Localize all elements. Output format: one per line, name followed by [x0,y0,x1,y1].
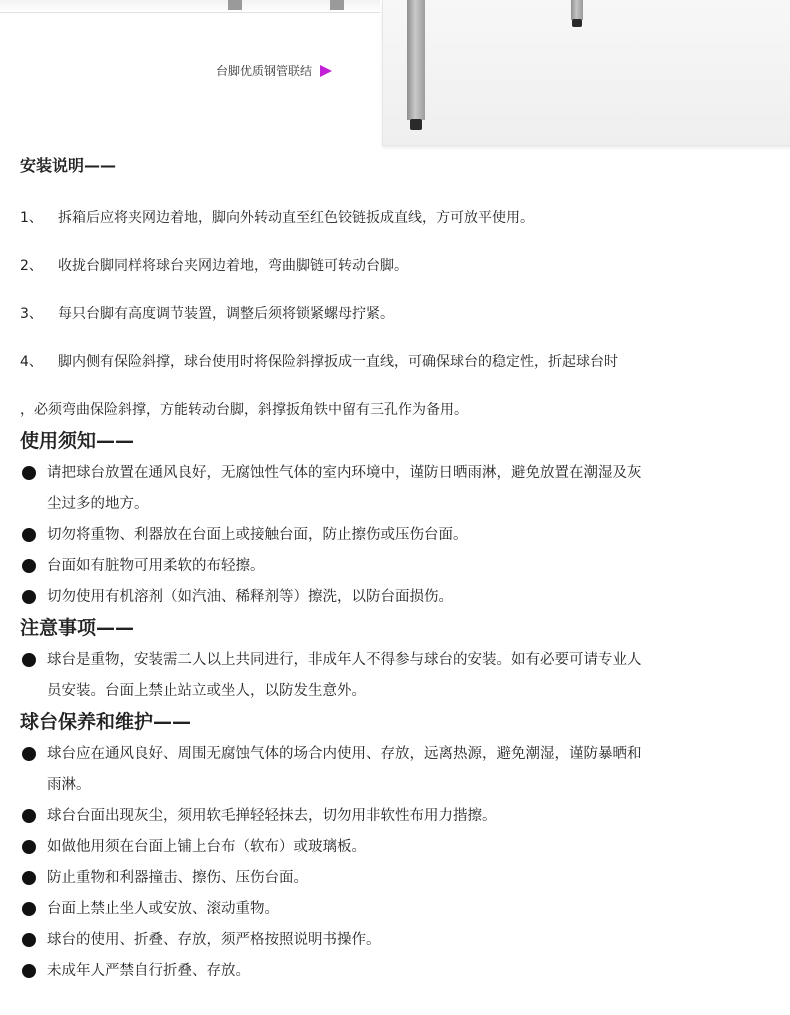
item-text: 如做他用须在台面上铺上台布（软布）或玻璃板。 [47,839,366,855]
list-item [20,520,786,551]
install-heading: 安装说明—— [20,156,117,175]
list-item [20,832,786,863]
item-text: 球台台面出现灰尘，须用软毛掸轻轻抹去，切勿用非软性布用力揩擦。 [47,808,497,824]
notes-heading: 注意事项—— [20,617,135,639]
item-text: 切勿使用有机溶剂（如汽油、稀释剂等）擦洗，以防台面损伤。 [47,589,453,605]
maintenance-section [20,709,786,987]
list-item [20,458,786,520]
install-step [20,254,786,278]
table-leg-image [330,0,344,10]
table-leg-image [228,0,242,10]
notes-section [20,615,786,707]
bullet-icon [22,933,36,947]
bullet-icon [22,809,36,823]
product-photo-right [382,0,790,146]
step-number: 1、 [20,210,43,226]
bullet-icon [22,964,36,978]
list-item [20,894,786,925]
maintenance-heading: 球台保养和维护—— [20,711,192,733]
list-item [20,551,786,582]
install-step [20,206,786,230]
bullet-icon [22,653,36,667]
instructions-content [20,154,786,989]
list-item [20,645,786,707]
step-text: 拆箱后应将夹网边着地，脚向外转动直至红色铰链扳成直线，方可放平使用。 [58,210,534,226]
arrow-right-icon [320,65,332,77]
step-text: 收拢台脚同样将球台夹网边着地，弯曲脚链可转动台脚。 [58,258,408,274]
item-text: 台面如有脏物可用柔软的布轻擦。 [47,558,265,574]
item-text-cont: 员安装。台面上禁止站立或坐人，以防发生意外。 [47,683,366,699]
usage-section [20,428,786,613]
step-text: 每只台脚有高度调节装置，调整后须将锁紧螺母拧紧。 [58,306,394,322]
item-text-cont: 雨淋。 [47,777,91,793]
item-text: 球台是重物，安装需二人以上共同进行，非成年人不得参与球台的安装。如有必要可请专业人 [47,652,642,668]
list-item [20,582,786,613]
step-number: 3、 [20,306,43,322]
item-text-cont: 尘过多的地方。 [47,496,149,512]
photo-caption [216,62,332,79]
step-text: 脚内侧有保险斜撑，球台使用时将保险斜撑扳成一直线，可确保球台的稳定性，折起球台时 [58,354,618,370]
item-text: 球台应在通风良好、周围无腐蚀气体的场合内使用、存放，远离热源，避免潮湿，谨防暴晒和 [47,746,642,762]
list-item [20,739,786,801]
bullet-icon [22,902,36,916]
bullet-icon [22,466,36,480]
item-text: 请把球台放置在通风良好，无腐蚀性气体的室内环境中，谨防日晒雨淋，避免放置在潮湿及灰 [47,465,642,481]
install-step-continuation: ，必须弯曲保险斜撑，方能转动台脚，斜撑扳角铁中留有三孔作为备用。 [20,402,468,418]
bullet-icon [22,590,36,604]
step-number: 2、 [20,258,43,274]
bullet-icon [22,559,36,573]
list-item [20,801,786,832]
table-leg-image [571,0,583,20]
install-step [20,302,786,326]
step-number: 4、 [20,354,43,370]
caption-text: 台脚优质钢管联结 [216,64,313,78]
list-item [20,863,786,894]
item-text: 防止重物和利器撞击、擦伤、压伤台面。 [47,870,308,886]
usage-heading: 使用须知—— [20,430,135,452]
bullet-icon [22,528,36,542]
item-text: 球台的使用、折叠、存放，须严格按照说明书操作。 [47,932,381,948]
install-step [20,350,786,374]
item-text: 未成年人严禁自行折叠、存放。 [47,963,250,979]
list-item [20,956,786,987]
item-text: 切勿将重物、利器放在台面上或接触台面，防止擦伤或压伤台面。 [47,527,468,543]
leg-foot [572,19,582,27]
table-leg-image [407,0,425,120]
bullet-icon [22,840,36,854]
list-item [20,925,786,956]
item-text: 台面上禁止坐人或安放、滚动重物。 [47,901,279,917]
product-photo-left [0,0,380,13]
leg-foot [410,119,422,130]
bullet-icon [22,747,36,761]
bullet-icon [22,871,36,885]
